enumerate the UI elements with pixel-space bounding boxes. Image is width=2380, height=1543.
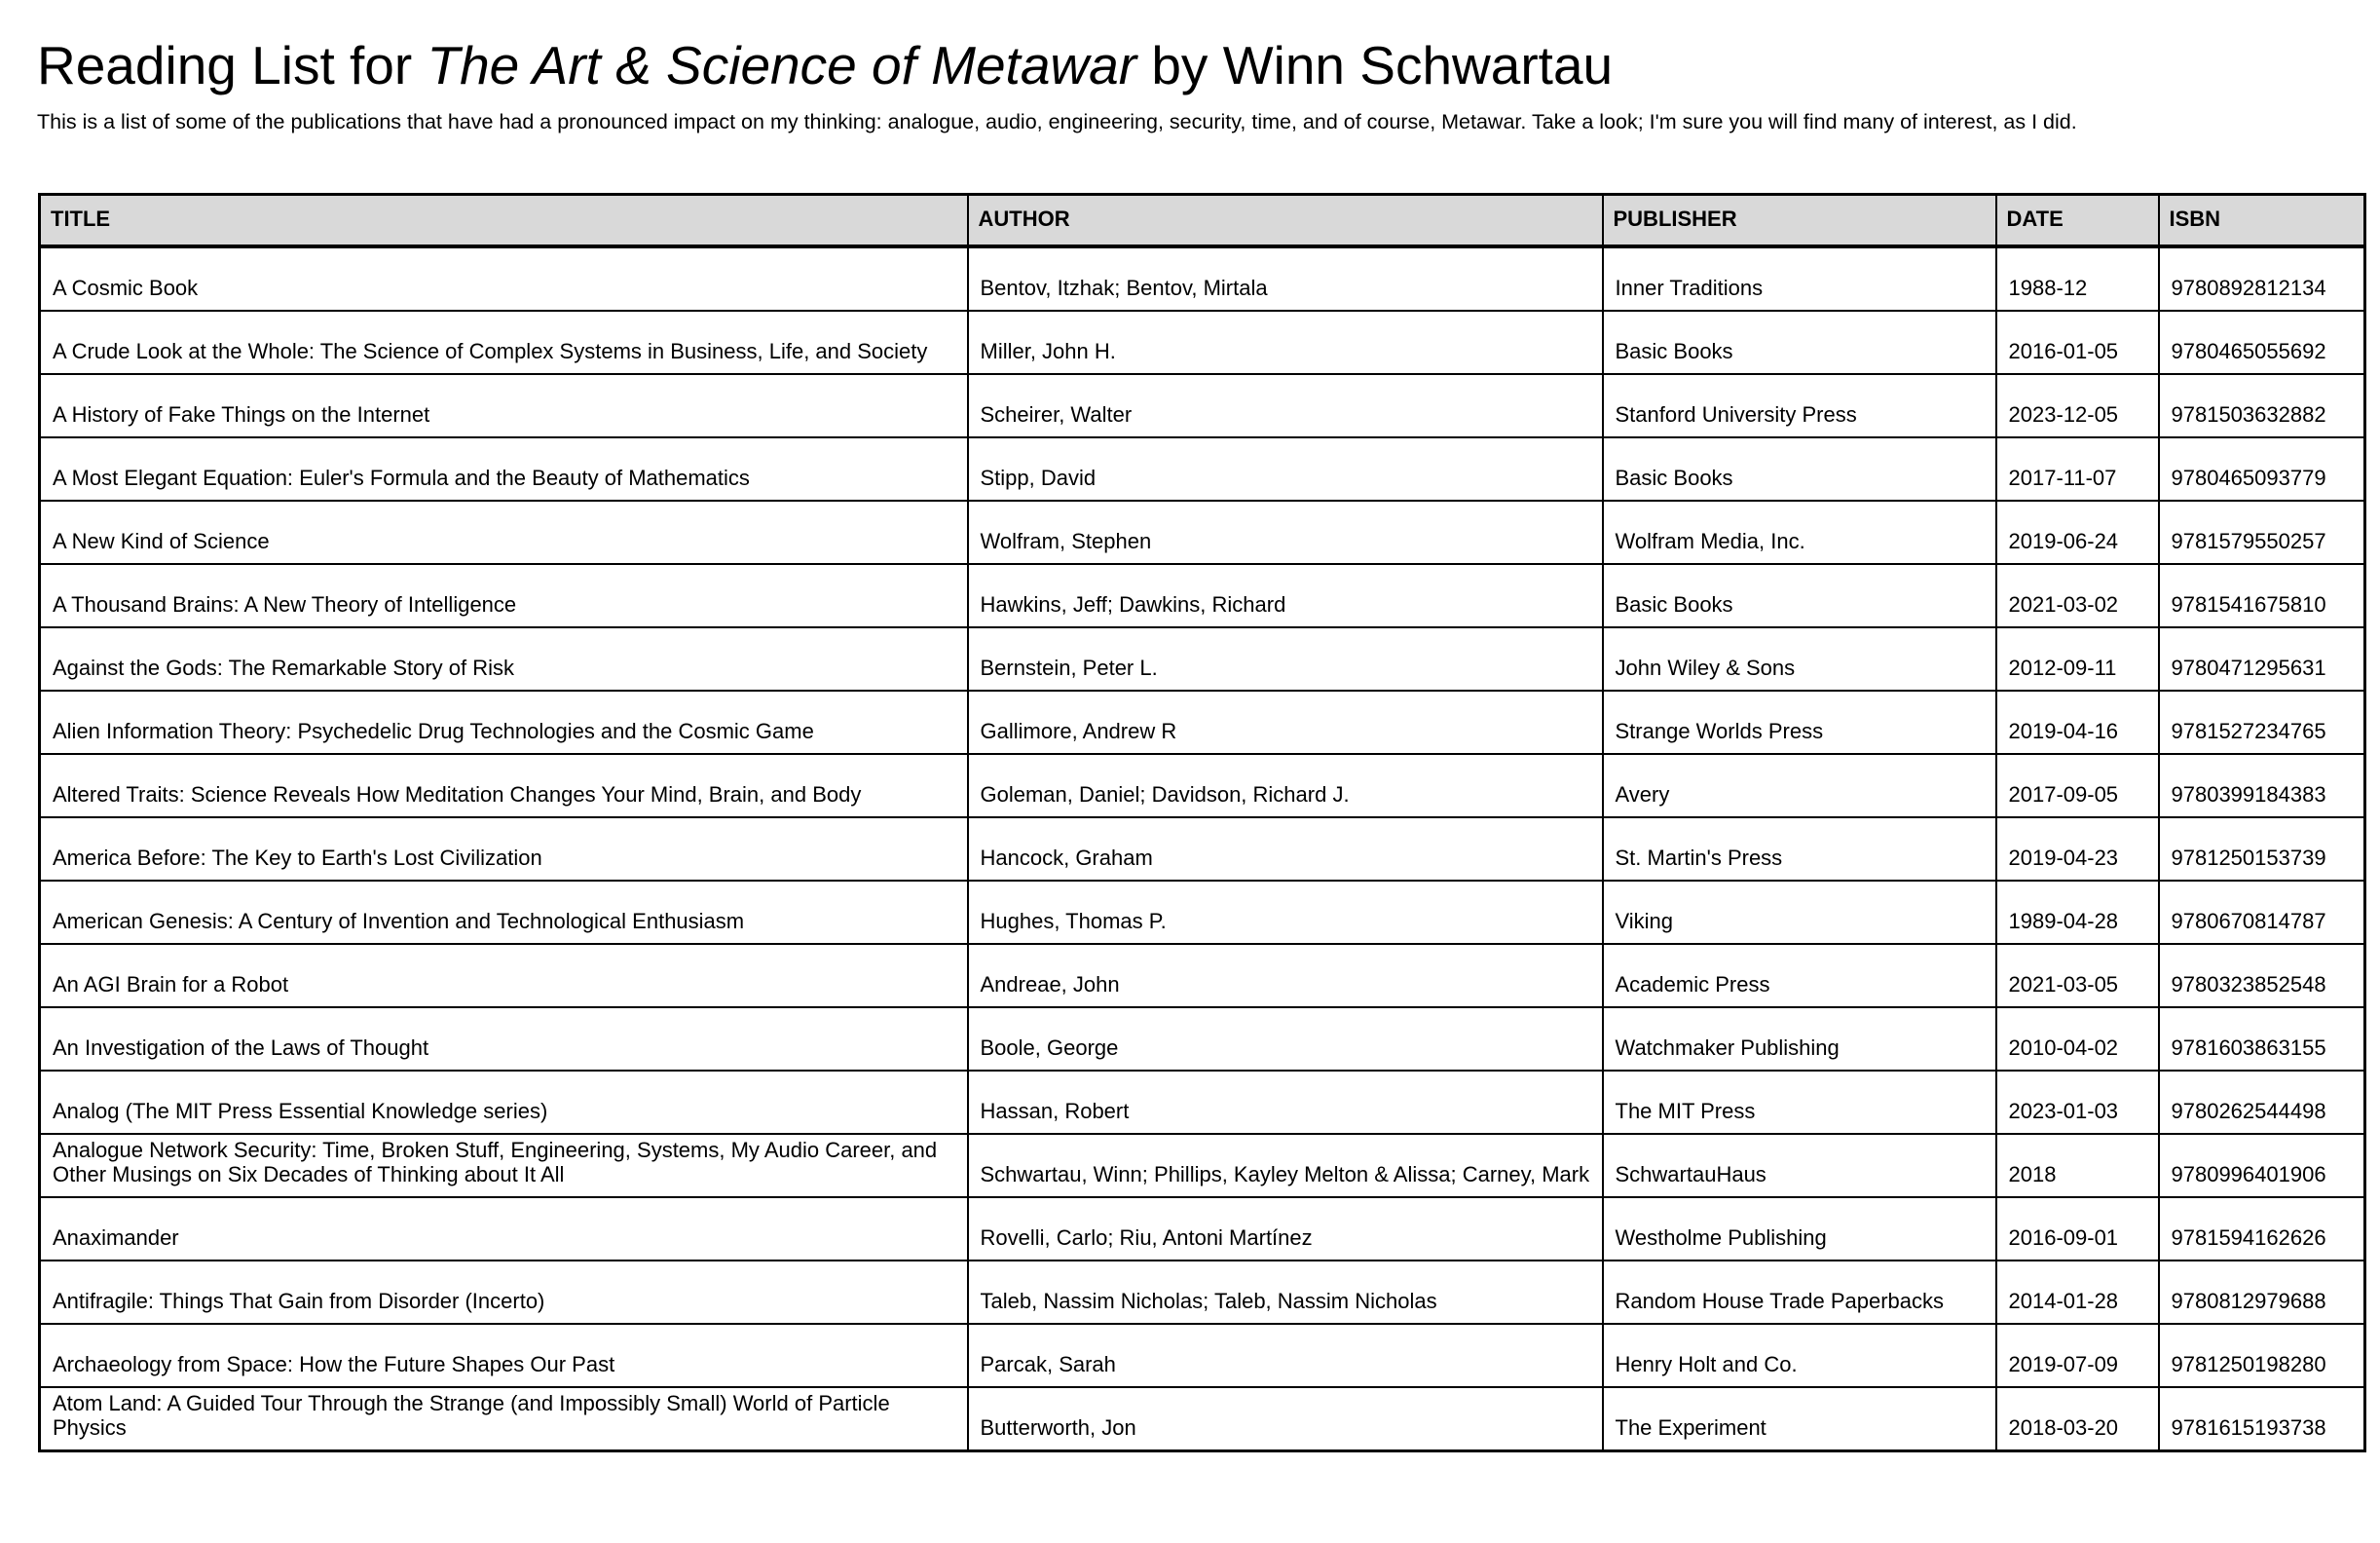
cell-date: 2021-03-05 [1996, 944, 2159, 1007]
cell-publisher: The MIT Press [1603, 1071, 1996, 1134]
table-header-row [40, 195, 2365, 246]
cell-isbn: 9780812979688 [2159, 1261, 2365, 1324]
cell-author: Bentov, Itzhak; Bentov, Mirtala [968, 246, 1603, 311]
cell-isbn: 9780471295631 [2159, 627, 2365, 691]
table-row [40, 437, 2365, 501]
cell-publisher: Basic Books [1603, 564, 1996, 627]
table-row [40, 246, 2365, 311]
cell-isbn: 9780262544498 [2159, 1071, 2365, 1134]
cell-title: Analogue Network Security: Time, Broken Stuff, Engineering, Systems, My Audio Career, and Other Musings on Six Decades of Thinking about It All [40, 1134, 968, 1197]
cell-title: A History of Fake Things on the Internet [40, 374, 968, 437]
cell-date: 2017-11-07 [1996, 437, 2159, 501]
cell-publisher: Wolfram Media, Inc. [1603, 501, 1996, 564]
cell-isbn: 9780670814787 [2159, 881, 2365, 944]
column-header-author: AUTHOR [968, 195, 1603, 246]
cell-publisher: SchwartauHaus [1603, 1134, 1996, 1197]
cell-publisher: St. Martin's Press [1603, 817, 1996, 881]
table-row [40, 1071, 2365, 1134]
cell-isbn: 9781594162626 [2159, 1197, 2365, 1261]
cell-title: A Cosmic Book [40, 246, 968, 311]
cell-author: Schwartau, Winn; Phillips, Kayley Melton & Alissa; Carney, Mark [968, 1134, 1603, 1197]
cell-publisher: Inner Traditions [1603, 246, 1996, 311]
cell-isbn: 9780465093779 [2159, 437, 2365, 501]
cell-isbn: 9781615193738 [2171, 1414, 2326, 1440]
column-header-publisher: PUBLISHER [1603, 195, 1996, 246]
cell-isbn: 9780892812134 [2159, 246, 2365, 311]
cell-author: Gallimore, Andrew R [968, 691, 1603, 754]
table-row [40, 1007, 2365, 1071]
cell-publisher: The Experiment [1603, 1387, 1996, 1451]
cell-author: Butterworth, Jon [968, 1387, 1603, 1451]
cell-isbn: 9781250198280 [2159, 1324, 2365, 1387]
cell-date: 2019-07-09 [1996, 1324, 2159, 1387]
cell-date: 2016-09-01 [1996, 1197, 2159, 1261]
cell-date: 2014-01-28 [1996, 1261, 2159, 1324]
table-row [40, 1261, 2365, 1324]
cell-isbn: 9780323852548 [2159, 944, 2365, 1007]
cell-author: Andreae, John [968, 944, 1603, 1007]
table-row [40, 1197, 2365, 1261]
cell-publisher: Basic Books [1603, 437, 1996, 501]
cell-title: Atom Land: A Guided Tour Through the Strange (and Impossibly Small) World of Particle Physics [40, 1387, 968, 1451]
cell-isbn: 9780996401906 [2159, 1134, 2365, 1197]
cell-date: 2012-09-11 [1996, 627, 2159, 691]
cell-date: 2017-09-05 [1996, 754, 2159, 817]
cell-title: An Investigation of the Laws of Thought [40, 1007, 968, 1071]
cell-date: 1989-04-28 [1996, 881, 2159, 944]
cell-title: Alien Information Theory: Psychedelic Drug Technologies and the Cosmic Game [40, 691, 968, 754]
cell-isbn: 9781527234765 [2159, 691, 2365, 754]
cell-date: 2023-01-03 [1996, 1071, 2159, 1134]
cell-publisher: Henry Holt and Co. [1603, 1324, 1996, 1387]
cell-publisher: Academic Press [1603, 944, 1996, 1007]
cell-isbn: 9781541675810 [2159, 564, 2365, 627]
cell-isbn: 9781603863155 [2159, 1007, 2365, 1071]
cell-author: Hawkins, Jeff; Dawkins, Richard [968, 564, 1603, 627]
cell-author: Parcak, Sarah [968, 1324, 1603, 1387]
cell-author: Rovelli, Carlo; Riu, Antoni Martínez [968, 1197, 1603, 1261]
cell-date: 2010-04-02 [1996, 1007, 2159, 1071]
cell-publisher: Westholme Publishing [1603, 1197, 1996, 1261]
cell-date: 2019-06-24 [1996, 501, 2159, 564]
table-row [40, 501, 2365, 564]
cell-author: Stipp, David [968, 437, 1603, 501]
table-row [40, 881, 2365, 944]
cell-title: Analog (The MIT Press Essential Knowledge series) [40, 1071, 968, 1134]
table-row [40, 944, 2365, 1007]
page-title-book: The Art & Science of Metawar [427, 35, 1137, 95]
table-row [40, 1324, 2365, 1387]
cell-publisher: Strange Worlds Press [1603, 691, 1996, 754]
table-row [40, 627, 2365, 691]
table-row [40, 374, 2365, 437]
page-title [37, 33, 2364, 97]
cell-isbn: 9781579550257 [2159, 501, 2365, 564]
cell-isbn: 9780465055692 [2159, 311, 2365, 374]
cell-isbn: 9781503632882 [2159, 374, 2365, 437]
cell-author: Hancock, Graham [968, 817, 1603, 881]
cell-author: Bernstein, Peter L. [968, 627, 1603, 691]
cell-date: 2023-12-05 [1996, 374, 2159, 437]
cell-author: Boole, George [968, 1007, 1603, 1071]
cell-date: 2019-04-16 [1996, 691, 2159, 754]
cell-author: Hassan, Robert [968, 1071, 1603, 1134]
cell-date: 2021-03-02 [1996, 564, 2159, 627]
cell-author: Scheirer, Walter [968, 374, 1603, 437]
cell-author: Goleman, Daniel; Davidson, Richard J. [968, 754, 1603, 817]
table-row [40, 754, 2365, 817]
cell-isbn: 9780399184383 [2159, 754, 2365, 817]
cell-title: Against the Gods: The Remarkable Story of Risk [40, 627, 968, 691]
table-row [40, 311, 2365, 374]
cell-date: 2018-03-20 [1996, 1387, 2159, 1451]
cell-author: Miller, John H. [968, 311, 1603, 374]
cell-publisher: Viking [1603, 881, 1996, 944]
cell-title: Archaeology from Space: How the Future Shapes Our Past [40, 1324, 968, 1387]
cell-date: 1988-12 [1996, 246, 2159, 311]
cell-title: Altered Traits: Science Reveals How Meditation Changes Your Mind, Brain, and Body [40, 754, 968, 817]
cell-isbn: 9781250153739 [2159, 817, 2365, 881]
cell-author: Taleb, Nassim Nicholas; Taleb, Nassim Nicholas [968, 1261, 1603, 1324]
cell-title: Antifragile: Things That Gain from Disorder (Incerto) [40, 1261, 968, 1324]
cell-title: American Genesis: A Century of Invention and Technological Enthusiasm [40, 881, 968, 944]
table-row [40, 1134, 2365, 1197]
cell-publisher: Random House Trade Paperbacks [1603, 1261, 1996, 1324]
table-row [40, 691, 2365, 754]
cell-author: Wolfram, Stephen [968, 501, 1603, 564]
cell-publisher: Avery [1603, 754, 1996, 817]
cell-publisher: Stanford University Press [1603, 374, 1996, 437]
column-header-date: DATE [1996, 195, 2159, 246]
cell-date: 2018 [1996, 1134, 2159, 1197]
cell-publisher: Watchmaker Publishing [1603, 1007, 1996, 1071]
cell-publisher: Basic Books [1603, 311, 1996, 374]
page-title-suffix: by Winn Schwartau [1136, 35, 1614, 95]
page-title-prefix: Reading List for [37, 35, 428, 95]
cell-title: Anaximander [40, 1197, 968, 1261]
cell-title: A Most Elegant Equation: Euler's Formula and the Beauty of Mathematics [40, 437, 968, 501]
cell-title: America Before: The Key to Earth's Lost Civilization [40, 817, 968, 881]
cell-author: Hughes, Thomas P. [968, 881, 1603, 944]
intro-text: This is a list of some of the publications that have had a pronounced impact on my thinking: analogue, audio, engineering, security, time, and of course, Metawar. Take a look; I'm sure you will find many of interest, as I did. [37, 110, 2077, 133]
table-row [40, 817, 2365, 881]
cell-title: A Thousand Brains: A New Theory of Intelligence [40, 564, 968, 627]
cell-title: A New Kind of Science [40, 501, 968, 564]
cell-publisher: John Wiley & Sons [1603, 627, 1996, 691]
reading-list-page [37, 33, 2364, 1440]
cell-date: 2016-01-05 [1996, 311, 2159, 374]
cell-title: A Crude Look at the Whole: The Science of Complex Systems in Business, Life, and Society [40, 311, 968, 374]
cell-title: An AGI Brain for a Robot [40, 944, 968, 1007]
reading-list-table [38, 193, 2366, 1452]
column-header-title: TITLE [40, 195, 968, 246]
table-row [40, 1387, 2365, 1451]
cell-date: 2019-04-23 [1996, 817, 2159, 881]
table-row [40, 564, 2365, 627]
column-header-isbn: ISBN [2159, 195, 2365, 246]
